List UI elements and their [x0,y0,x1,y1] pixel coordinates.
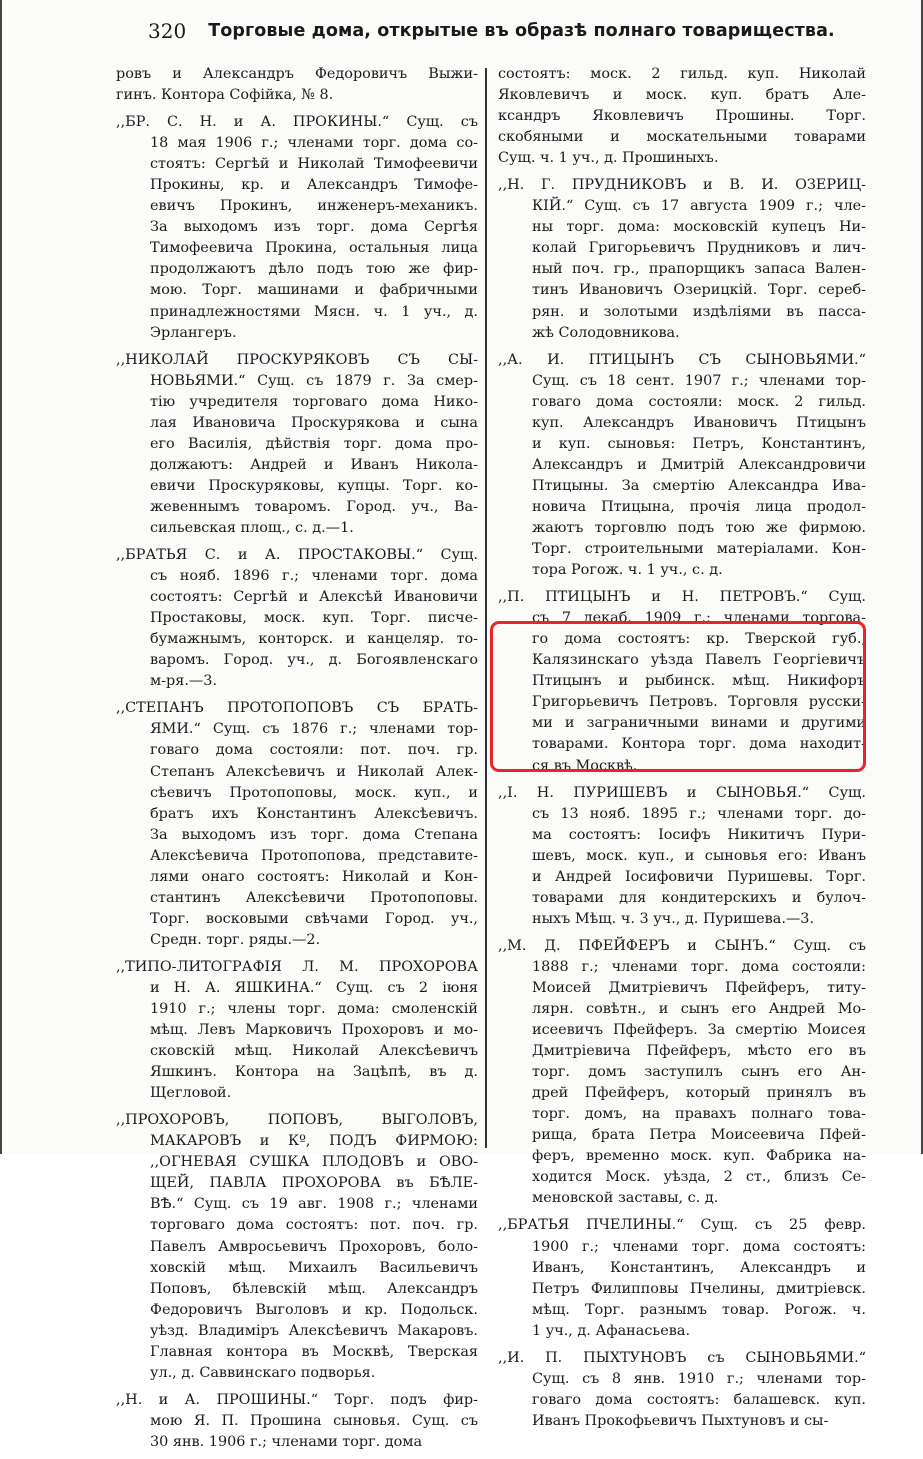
entry-line: Иванъ, Константинъ, Александръ и [532,1259,866,1276]
directory-entry [116,698,478,951]
entry-line: Щегловой. [150,1085,232,1102]
entry-line: мою Я. П. Прошина сыновья. Сущ. съ [150,1412,478,1429]
entry-line: евичи Проскуряковы, купцы. Торг. ко- [150,477,478,494]
entry-line: ,,І. Н. ПУРИШЕВЪ и СЫНОВЬЯ.“ Сущ. [498,784,866,801]
entry-line: го дома состоятъ: кр. Тверской губ., [532,631,866,648]
entry-line: ,,БРАТЬЯ С. и А. ПРОСТАКОВЫ.“ Сущ. [116,547,478,564]
entry-line: ксандръ Яковлевичъ Прошины. Торг. [498,108,866,125]
entry-line: МАКАРОВЪ и Кº, ПОДЪ ФИРМОЮ: [150,1133,478,1150]
directory-entry [498,783,866,930]
entry-line: уѣзд. Владиміръ Алексѣевичъ Макаровъ. [150,1322,478,1339]
entry-line: Григорьевичъ Петровъ. Торговля русски- [532,694,866,711]
entry-line: сѣевичъ Протопоповы, моск. куп., и [150,784,478,801]
entry-line: стантинъ Алексѣевичи Протопоповы. [150,889,478,906]
directory-entry [116,1390,478,1453]
entry-line: съ 7 декаб. 1909 г.; членами торгова- [532,610,866,627]
entry-line: варомъ. Город. уч., д. Богоявленскаго [150,652,478,669]
directory-entry [116,112,478,344]
column-divider [485,68,487,1148]
entry-line: рища, брата Петра Моисеевича Пфей- [532,1127,866,1144]
entry-line: евичъ Прокинъ, инженеръ-механикъ. [150,198,478,215]
entry-line: Иванъ Прокофьевичъ Пыхтуновъ и сы- [532,1412,829,1429]
entry-line: и куп. сыновья: Петръ, Константинъ, [532,435,866,452]
entry-line: Тимофеевича Прокина, остальныя лица [150,240,478,257]
entry-line: ный поч. гр., прапорщикъ запаса Вален- [532,261,866,278]
entry-line: сильевская площ., с. д.—1. [150,519,354,536]
entry-line: Моисей Дмитріевичъ Пфейферъ, титу- [532,979,866,996]
entry-line: мѣщ. Левъ Марковичъ Прохоровъ и мо- [150,1022,478,1039]
entry-line: куп. Александръ Ивановичъ Птицынъ [532,414,866,431]
entry-line: Павелъ Амвросьевичъ Прохоровъ, боло- [150,1238,478,1255]
directory-entry [116,64,478,106]
running-title: Торговые дома, открытые въ образѣ полнаго товарищества. [208,21,835,41]
entry-line: Торг. восковыми свѣчами Город. уч., [150,910,478,927]
entry-line: меновской заставы, с. д. [532,1190,719,1207]
left-column [116,64,478,1459]
entry-line: Федоровичъ Выголовъ и кр. Подольск. [150,1301,478,1318]
entry-line: 18 мая 1906 г.; членами торг. дома со- [150,135,478,152]
entry-line: товарами для кондитерскихъ и булоч- [532,889,866,906]
directory-entry [498,936,866,1210]
entry-line: скобяными и москательными товарами [498,129,866,146]
entry-line: ,,Н. и А. ПРОШИНЫ.“ Торг. подъ фир- [116,1391,478,1408]
entry-line: тора Рогож. ч. 1 уч., с. д. [532,562,723,579]
entry-line: его Василія, дѣйствія торг. дома про- [150,435,478,452]
entry-line: товарами. Контора торг. дома находит- [532,736,866,753]
entry-line: Яковлевичъ и моск. куп. братъ Але- [498,87,866,104]
page-header [148,14,835,48]
highlight-box [490,621,866,772]
directory-entry [116,1110,478,1384]
entry-line: ся въ Москвѣ. [532,757,638,774]
entry-line: За выходомъ изъ торг. дома Степана [150,826,478,843]
entry-line: новича Птицына, прочія лица продол- [532,498,866,515]
entry-line: ныхъ Мѣщ. ч. 3 уч., д. Пуришева.—3. [532,910,815,927]
entry-line: 1900 г.; членами торг. дома состоятъ: [532,1238,866,1255]
entry-line: рян. и золотыми издѣліями въ пасса- [532,303,866,320]
entry-line: Александръ и Дмитрій Александровичи [532,456,866,473]
entry-line: феръ, временно моск. куп. Фабрика на- [532,1148,866,1165]
directory-entry [498,1348,866,1432]
entry-line: Прокины, кр. и Александръ Тимофе- [150,177,478,194]
entry-line: ,,НИКОЛАЙ ПРОСКУРЯКОВЪ СЪ СЫ- [116,351,478,368]
page-number: 320 [148,19,187,43]
entry-line: торг. домъ заступилъ сынъ его Ан- [532,1064,866,1081]
entry-line: За выходомъ изъ торг. дома Сергѣя [150,219,478,236]
entry-line: Птицыны. За смертію Александра Ива- [532,477,866,494]
entry-line: мѣщ. Торг. разнымъ товар. Рогож. ч. [532,1301,866,1318]
entry-line: и Андрей Іосифовичи Пуришевы. Торг. [532,868,866,885]
entry-line: м-ря.—3. [150,673,218,690]
entry-line: принадлежностями Мясн. ч. 1 уч., д. [150,303,478,320]
entry-line: Средн. торг. ряды.—2. [150,931,321,948]
directory-entry [498,1215,866,1341]
entry-line: 1888 г.; членами торг. дома состояли: [532,958,866,975]
entry-line: стоятъ: Сергѣй и Николай Тимофеевичи [150,156,478,173]
entry-line: 1 уч., д. Афанасьева. [532,1322,691,1339]
entry-line: лями онаго состоятъ: Николай и Кон- [150,868,478,885]
entry-line: Торг. строительными матеріалами. Кон- [532,541,866,558]
entry-line: ЩЕЙ, ПАВЛА ПРОХОРОВА въ БѢЛЕ- [150,1175,478,1192]
entry-line: ЯМИ.“ Сущ. съ 1876 г.; членами тор- [150,721,478,738]
entry-line: ,,СТЕПАНЪ ПРОТОПОПОВЪ СЪ БРАТЬ- [116,700,478,717]
entry-line: дрей Пфейферъ, который принялъ въ [532,1085,866,1102]
entry-line: Главная контора въ Москвѣ, Тверская [150,1343,478,1360]
entry-line: говаго дома состояли: пот. поч. гр. [150,742,478,759]
entry-line: ,,М. Д. ПФЕЙФЕРЪ и СЫНЪ.“ Сущ. съ [498,937,866,954]
entry-line: ,,БРАТЬЯ ПЧЕЛИНЫ.“ Сущ. съ 25 февр. [498,1217,866,1234]
entry-line: сковскій мѣщ. Николай Алексѣевичъ [150,1043,478,1060]
entry-line: ны торг. дома: московскій купецъ Ни- [532,219,866,236]
entry-line: Простаковы, моск. куп. Торг. писче- [150,610,478,627]
entry-line: 1910 г.; члены торг. дома: смоленскій [150,1001,478,1018]
entry-line: ровъ и Александръ Федоровичъ Выжи- [116,66,478,82]
entry-line: ,,БР. С. Н. и А. ПРОКИНЫ.“ Сущ. съ [116,114,478,131]
entry-line: исеевичъ Пфейферъ. За смертію Моисея [532,1022,866,1039]
entry-line: лярн. совѣтн., и сынъ его Андрей Мо- [532,1001,866,1018]
entry-line: состоятъ: Сергѣй и Алексѣй Ивановичи [150,589,478,606]
entry-line: Сущ. съ 8 янв. 1910 г.; членами тор- [532,1370,866,1387]
entry-line: гинъ. Контора Софійка, № 8. [116,87,334,104]
entry-line: говаго дома состоятъ: балашевск. куп. [532,1391,866,1408]
entry-line: Яшкинъ. Контора на Зацѣпѣ, въ д. [150,1064,478,1081]
entry-line: ховскій мѣщ. Михаилъ Васильевичъ [150,1259,478,1276]
entry-line: Сущ. ч. 1 уч., д. Прошиныхъ. [498,150,719,167]
page-edge-left [0,0,2,1154]
entry-line: бумажнымъ, конторск. и канцеляр. то- [150,631,478,648]
directory-entry [498,350,866,582]
entry-line: ВѢ.“ Сущ. съ 19 авг. 1908 г.; членами [150,1196,478,1213]
entry-line: ходится Моск. уѣзда, 2 ст., близъ Се- [532,1169,866,1186]
entry-line: ма состоятъ: Іосифъ Никитичъ Пури- [532,826,866,843]
entry-line: жевеннымъ товаромъ. Город. уч., Ва- [150,498,478,515]
entry-line: Эрлангеръ. [150,324,237,341]
entry-line: лая Ивановича Проскурякова и сына [150,414,478,431]
entry-line: братъ ихъ Константинъ Алексѣевичъ. [150,805,478,822]
directory-entry [498,64,866,169]
entry-line: состоятъ: моск. 2 гильд. куп. Николай [498,66,866,82]
entry-line: и Н. А. ЯШКИНА.“ Сущ. съ 2 іюня [150,979,478,996]
entry-line: мою. Торг. машинами и фабричными [150,282,478,299]
entry-line: торг. домъ, на правахъ полнаго това- [532,1106,866,1123]
entry-line: ,,П. ПТИЦЫНЪ и Н. ПЕТРОВЪ.“ Сущ. [498,589,866,606]
entry-line: 30 янв. 1906 г.; членами торг. дома [150,1433,423,1450]
entry-line: Петръ Филипповы Пчелины, дмитріевск. [532,1280,866,1297]
entry-line: должаютъ: Андрей и Иванъ Никола- [150,456,478,473]
entry-line: жѣ Солодовникова. [532,324,680,341]
entry-line: тію учредителя торговаго дома Нико- [150,393,478,410]
entry-line: Птицынъ и рыбинск. мѣщ. Никифоръ [532,673,866,690]
entry-line: ,,ПРОХОРОВЪ, ПОПОВЪ, ВЫГОЛОВЪ, [116,1112,478,1129]
entry-line: тинъ Ивановичъ Озерицкій. Торг. сереб- [532,282,866,299]
entry-line: Степанъ Алексѣевичъ и Николай Алек- [150,763,478,780]
entry-line: съ нояб. 1896 г.; членами торг. дома [150,568,478,585]
entry-line: ,,А. И. ПТИЦЫНЪ СЪ СЫНОВЬЯМИ.“ [498,351,866,368]
entry-line: Сущ. съ 18 сент. 1907 г.; членами тор- [532,372,866,389]
directory-entry [116,957,478,1104]
entry-line: ,,ОГНЕВАЯ СУШКА ПЛОДОВЪ и ОВО- [150,1154,478,1171]
entry-line: ,,И. П. ПЫХТУНОВЪ съ СЫНОВЬЯМИ.“ [498,1349,866,1366]
entry-line: Поповъ, бѣлевскій мѣщ. Александръ [150,1280,478,1297]
entry-line: ул., д. Саввинскаго подворья. [150,1364,376,1381]
entry-line: Алексѣевича Протопопова, представите- [150,847,478,864]
directory-entry [116,350,478,539]
entry-line: жаютъ торговлю подъ тою же фирмою. [532,519,866,536]
entry-line: торговаго дома состоятъ: пот. поч. гр. [150,1217,478,1234]
directory-entry [498,175,866,343]
entry-line: ми и заграничными винами и другими [532,715,866,732]
entry-line: ,,ТИПО-ЛИТОГРАФІЯ Л. М. ПРОХОРОВА [116,958,478,975]
entry-line: колай Григорьевичъ Прудниковъ и лич- [532,240,866,257]
entry-line: съ 13 нояб. 1895 г.; членами торг. до- [532,805,866,822]
entry-line: НОВЬЯМИ.“ Сущ. съ 1879 г. За смер- [150,372,478,389]
entry-line: Калязинскаго уѣзда Павелъ Георгіевичъ [532,652,866,669]
entry-line: ,,Н. Г. ПРУДНИКОВЪ и В. И. ОЗЕРИЦ- [498,177,866,194]
entry-line: КІЙ.“ Сущ. съ 17 августа 1909 г.; чле- [532,198,866,215]
entry-line: Дмитріевича Пфейферъ, мѣсто его въ [532,1043,866,1060]
entry-line: продолжаютъ дѣло подъ тою же фир- [150,261,478,278]
directory-entry [116,545,478,692]
entry-line: шевъ, моск. куп., и сыновья его: Иванъ [532,847,866,864]
entry-line: говаго дома состояли: моск. 2 гильд. [532,393,866,410]
